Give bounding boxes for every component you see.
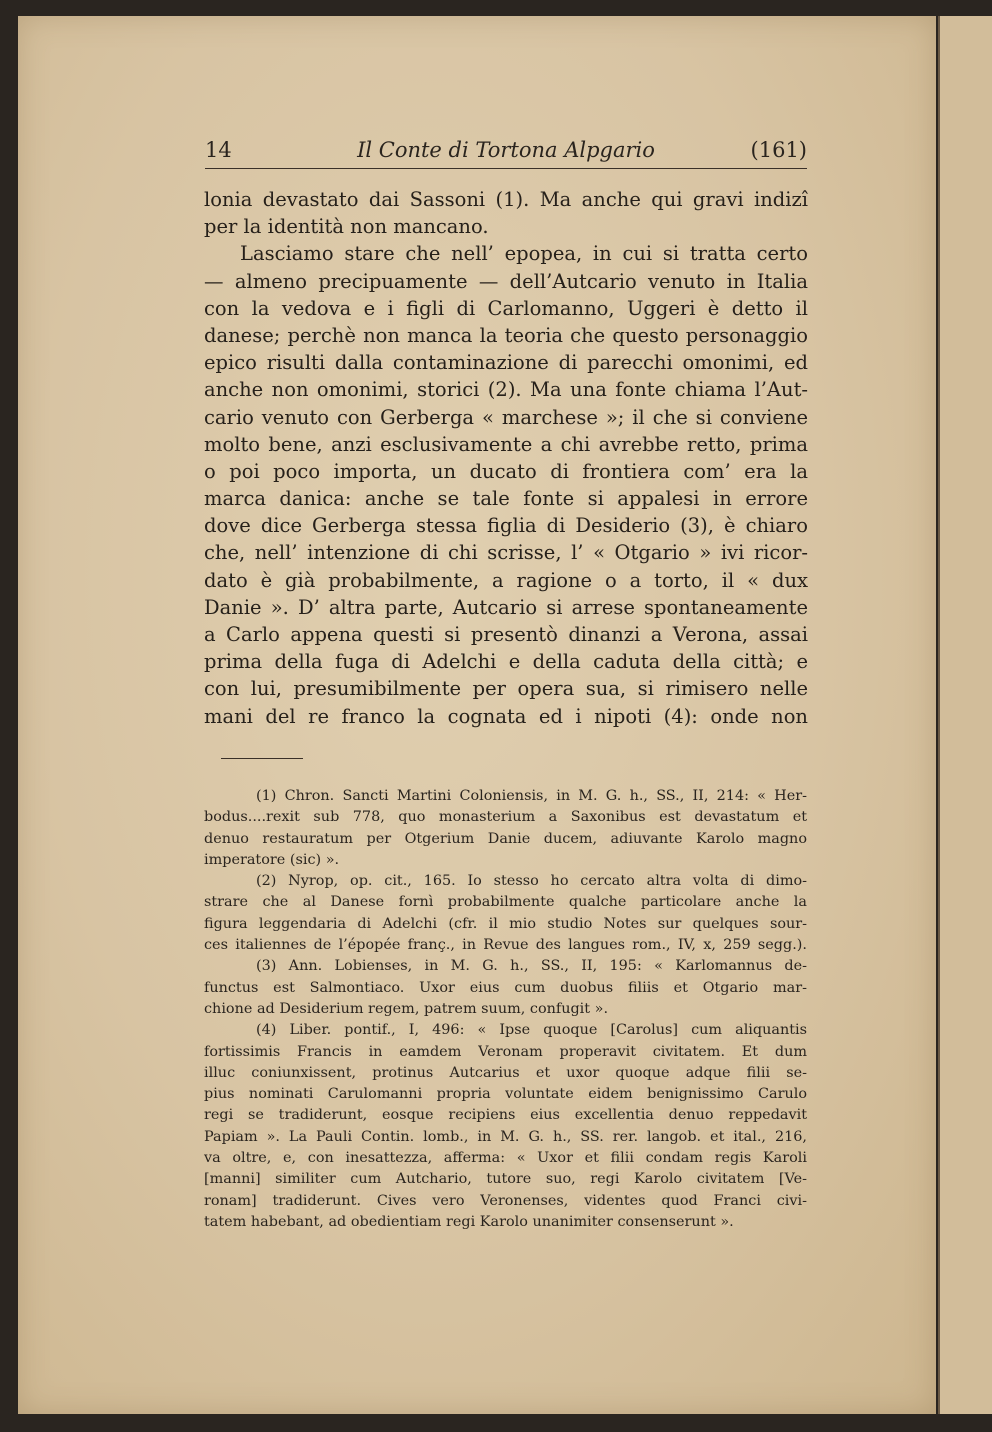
text-line: lonia devastato dai Sassoni (1). Ma anche qui gravi indizî — [204, 188, 808, 211]
page-number: 14 — [205, 138, 232, 162]
text-line: Danie ». D’ altra parte, Autcario si arrese spontaneamente — [204, 595, 808, 619]
text-line: anche non omonimi, storici (2). Ma una fonte chiama l’Aut- — [204, 378, 808, 402]
text-line: danese; perchè non manca la teoria che questo personaggio — [204, 323, 808, 347]
text-line: prima della fuga di Adelchi e della caduta della città; e — [204, 650, 808, 674]
footnote-line: figura leggendaria di Adelchi (cfr. il mio studio Notes sur quelques sour- — [204, 915, 807, 932]
text-line: dove dice Gerberga stessa figlia di Desiderio (3), è chiaro — [204, 514, 808, 538]
text-line: dato è già probabilmente, a ragione o a torto, il « dux — [204, 568, 808, 592]
text-line: a Carlo appena questi si presentò dinanzi a Verona, assai — [204, 623, 808, 646]
text-line: — almeno precipuamente — dell’Autcario venuto in Italia — [204, 269, 808, 293]
footnote-line: functus est Salmontiaco. Uxor eius cum duobus filiis et Otgario mar- — [204, 979, 807, 996]
text-line: marca danica: anche se tale fonte si appalesi in errore — [204, 487, 808, 511]
footnote-line: pius nominati Carulomanni propria voluntate eidem benignissimo Carulo — [204, 1086, 807, 1103]
footnote-line: denuo restauratum per Otgerium Danie ducem, adiuvante Karolo magno — [204, 830, 807, 847]
footnote-line: (3) Ann. Lobienses, in M. G. h., SS., II, 195: « Karlomannus de- — [256, 958, 807, 975]
text-line: o poi poco importa, un ducato di frontiera com’ era la — [204, 459, 808, 483]
text-line: mani del re franco la cognata ed i nipoti (4): onde non — [204, 704, 808, 728]
footnote-line: ces italiennes de l’épopée franç., in Revue des langues rom., IV, x, 259 segg.). — [204, 937, 807, 954]
main-text — [204, 186, 808, 730]
text-line: molto bene, anzi esclusivamente a chi avrebbe retto, prima — [204, 432, 808, 456]
footnote-line: tatem habebant, ad obedientiam regi Karolo unanimiter consenserunt ». — [204, 1213, 734, 1230]
footnote-line: strare che al Danese fornì probabilmente qualche particolare anche la — [204, 894, 807, 911]
facing-page-edge — [938, 16, 992, 1414]
section-number: (161) — [750, 138, 807, 162]
footnote-line: chione ad Desiderium regem, patrem suum, confugit ». — [204, 1000, 609, 1017]
running-header — [205, 128, 807, 169]
footnote-line: Papiam ». La Pauli Contin. lomb., in M. G. h., SS. rer. langob. et ital., 216, — [204, 1128, 807, 1145]
text-line: Lasciamo stare che nell’ epopea, in cui si tratta certo — [240, 242, 808, 266]
text-line: con la vedova e i figli di Carlomanno, Uggeri è detto il — [204, 296, 808, 320]
footnote-line: imperatore (sic) ». — [204, 851, 340, 868]
text-line: cario venuto con Gerberga « marchese »; il che si conviene — [204, 405, 808, 429]
footnote-line: illuc coniunxissent, protinus Autcarius et uxor quoque adque filii se- — [204, 1064, 807, 1081]
text-line: per la identità non mancano. — [204, 215, 489, 239]
footnotes — [204, 786, 807, 1233]
footnote-line: bodus....rexit sub 778, quo monasterium a Saxonibus est devastatum et — [204, 809, 807, 826]
footnote-line: (1) Chron. Sancti Martini Coloniensis, in M. G. h., SS., II, 214: « Her- — [256, 788, 807, 804]
footnote-line: va oltre, e, con inesattezza, afferma: « Uxor et filii condam regis Karoli — [204, 1150, 807, 1167]
footnote-line: fortissimis Francis in eamdem Veronam properavit civitatem. Et dum — [204, 1043, 807, 1060]
footnote-line: (2) Nyrop, op. cit., 165. Io stesso ho cercato altra volta di dimo- — [256, 873, 807, 890]
footnote-line: [manni] similiter cum Autchario, tutore suo, regi Karolo civitatem [Ve- — [204, 1171, 807, 1188]
text-line: epico risulti dalla contaminazione di parecchi omonimi, ed — [204, 351, 808, 375]
footnote-separator — [221, 758, 303, 759]
text-line: che, nell’ intenzione di chi scrisse, l’ « Otgario » ivi ricor- — [204, 541, 808, 565]
running-title: Il Conte di Tortona Alpgario — [357, 138, 655, 162]
footnote-line: ronam] tradiderunt. Cives vero Veronenses, videntes quod Franci civi- — [204, 1192, 807, 1209]
footnote-line: (4) Liber. pontif., I, 496: « Ipse quoque [Carolus] cum aliquantis — [256, 1022, 807, 1039]
text-line: con lui, presumibilmente per opera sua, si rimisero nelle — [204, 677, 808, 701]
footnote-line: regi se tradiderunt, eosque recipiens eius excellentia denuo reppedavit — [204, 1107, 807, 1124]
